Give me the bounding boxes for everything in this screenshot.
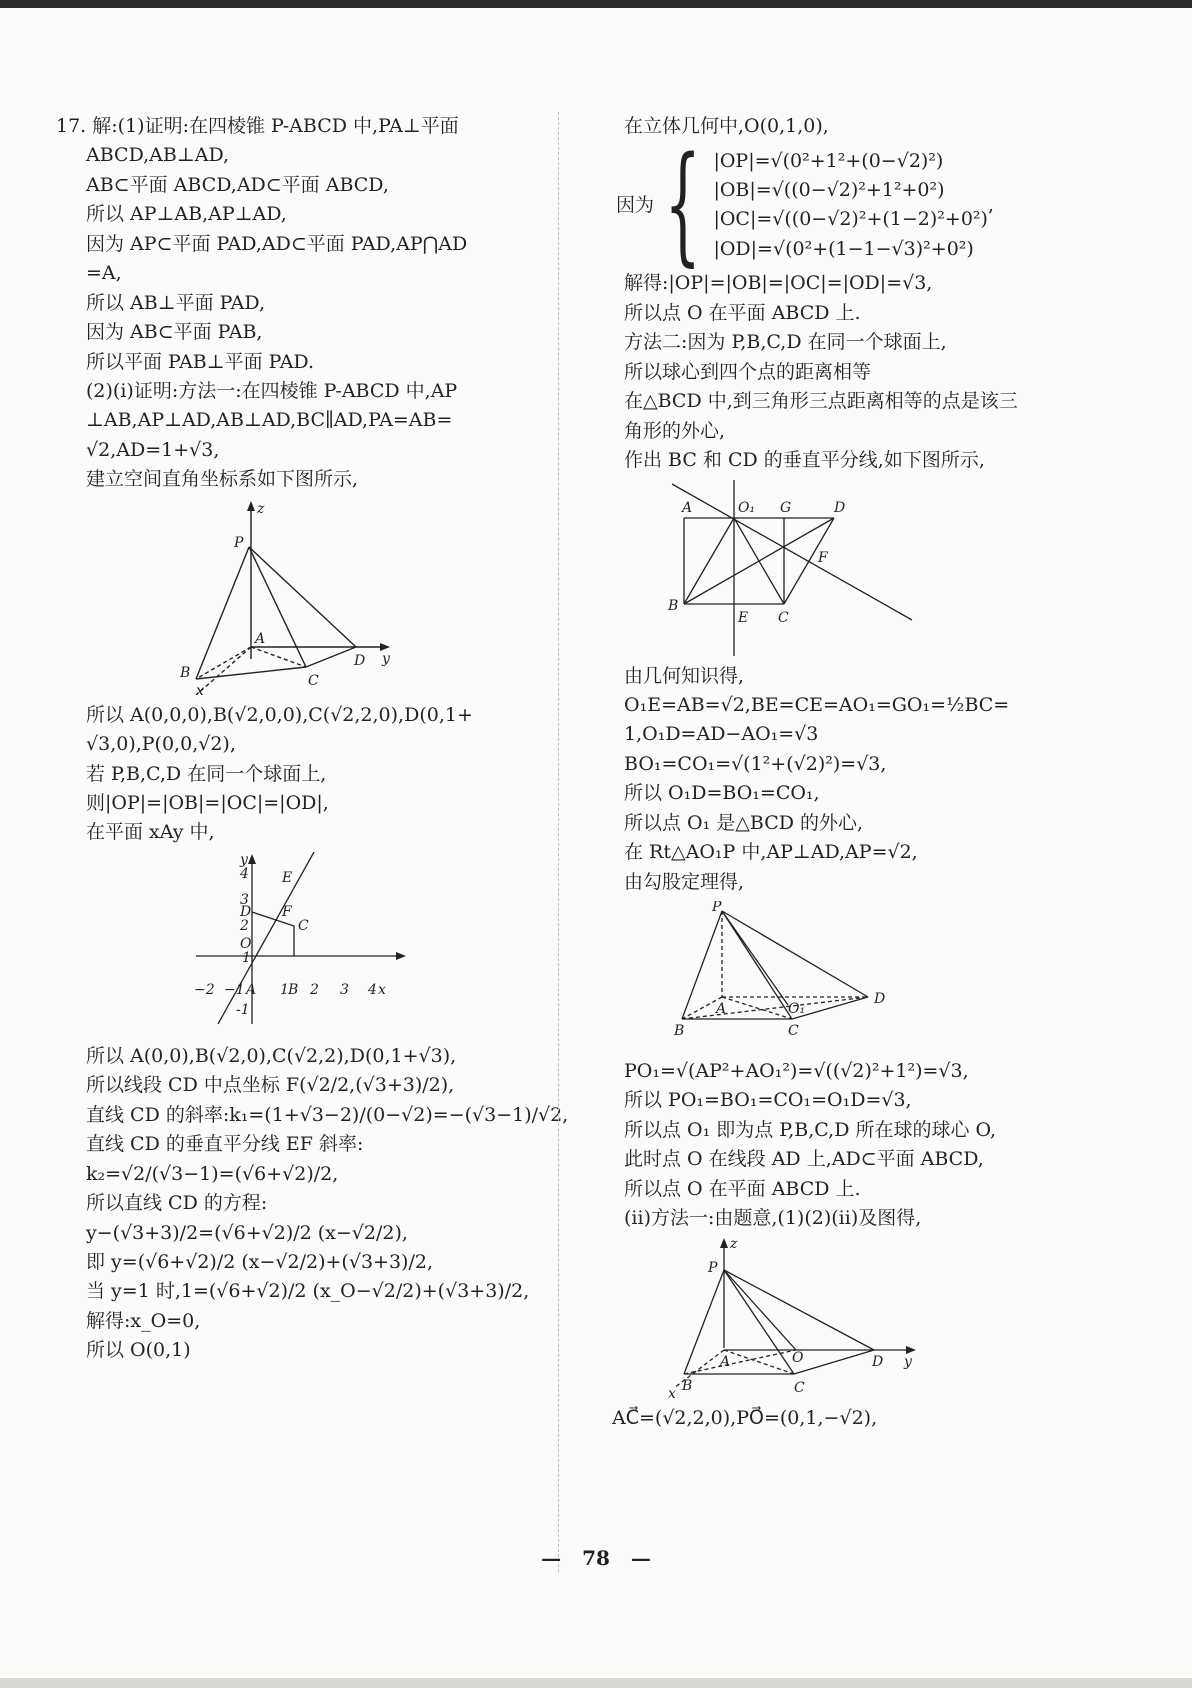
solution-line: (ⅱ)方法一:由题意,(1)(2)(ⅱ)及图得, [624,1207,922,1230]
solution-line: 即 y=(√6+√2)/2 (x−√2/2)+(√3+3)/2, [86,1250,433,1273]
solution-line: 直线 CD 的垂直平分线 EF 斜率: [86,1133,364,1156]
solution-line: 所以 AP⊥AB,AP⊥AD, [86,203,287,226]
solution-line: BO₁=CO₁=√(1²+(√2)²)=√3, [624,752,887,775]
perpendicular-bisector-figure [612,480,1092,656]
fig1-label: z [257,500,265,517]
fig2-tick: 2 [240,917,249,934]
brace-label: 因为 [616,193,655,216]
bottom-edge [0,1678,1192,1688]
fig2-tick: 4 [368,981,377,998]
solution-line: 在△BCD 中,到三角形三点距离相等的点是该三 [624,390,1018,413]
page-number-row [0,1546,1192,1570]
fig4-label: P [712,901,722,915]
page-number: 78 [582,1546,610,1570]
fig5-label: A [720,1353,731,1370]
fig2-label: D [240,903,252,920]
pyramid-figure-1 [56,499,550,695]
fig1-label: C [308,672,319,689]
solution-line: 建立空间直角坐标系如下图所示, [86,468,359,491]
solution-line: 所以 PO₁=BO₁=CO₁=O₁D=√3, [624,1089,912,1112]
solution-line: 若 P,B,C,D 在同一个球面上, [86,762,327,785]
solution-line: 解得:x_O=0, [86,1309,201,1332]
fig2-label: F [282,903,292,920]
fig2-tick: −1 [224,981,245,998]
solution-line: 17. 解:(1)证明:在四棱锥 P-ABCD 中,PA⊥平面 [56,115,459,137]
fig5-label: y [904,1353,912,1370]
fig1-label: D [354,652,366,669]
solution-line: 所以 A(0,0),B(√2,0),C(√2,2),D(0,1+√3), [86,1044,457,1067]
solution-line: 所以线段 CD 中点坐标 F(√2/2,(√3+3)/2), [86,1074,455,1097]
solution-line: (2)(ⅰ)证明:方法一:在四棱锥 P-ABCD 中,AP [86,379,458,402]
solution-line: 由勾股定理得, [624,870,745,893]
curly-brace-icon: { [664,130,702,280]
fig4-label: D [874,991,886,1007]
coordinate-plane-figure [56,852,550,1036]
distance-system [612,130,1092,280]
solution-line: 方法二:因为 P,B,C,D 在同一个球面上, [624,331,947,354]
solution-line: 角形的外心, [624,419,726,442]
fig1-label: x [196,682,204,695]
fig2-label: x [378,981,386,998]
fig2-tick: 1 [242,949,251,966]
fig1-label: P [234,534,244,551]
solution-line: 直线 CD 的斜率:k₁=(1+√3−2)/(0−√2)=−(√3−1)/√2, [86,1103,569,1126]
solution-line: 此时点 O 在线段 AD 上,AD⊂平面 ABCD, [624,1148,984,1171]
fig5-label: x [668,1385,676,1398]
solution-line: ABCD,AB⊥AD, [86,144,230,167]
fig2-tick: 1 [280,981,289,998]
fig2-tick: 3 [240,891,249,908]
solution-line: √2,AD=1+√3, [86,438,220,461]
fig4-label: O₁ [788,1001,806,1017]
solution-line: 所以平面 PAB⊥平面 PAD. [86,350,315,373]
top-edge [0,0,1192,8]
solution-line: O₁E=AB=√2,BE=CE=AO₁=GO₁=½BC= [624,693,1010,716]
fig2-label: C [298,917,309,934]
fig5-label: O [792,1349,804,1366]
fig1-label: B [180,664,191,681]
pyramid-figure-3 [612,1238,1092,1398]
solution-line: 则|OP|=|OB|=|OC|=|OD|, [86,792,329,814]
fig2-tick: 2 [310,981,319,998]
solution-line: 所以点 O 在平面 ABCD 上. [624,1177,861,1200]
fig3-label: E [738,609,749,626]
page-dash: — [630,1546,651,1570]
fig2-label: B [288,981,299,998]
page-dash: — [541,1546,562,1570]
pyramid-figure-2 [612,901,1092,1051]
solution-line: 解得:|OP|=|OB|=|OC|=|OD|=√3, [624,272,933,295]
fig3-label: D [834,499,846,516]
solution-line: 所以 AB⊥平面 PAD, [86,291,265,314]
fig5-label: C [794,1379,805,1396]
solution-line: AC⃗=(√2,2,0),PO⃗=(0,1,−√2), [612,1406,878,1429]
solution-line: 作出 BC 和 CD 的垂直平分线,如下图所示, [624,449,985,472]
fig3-label: B [668,597,679,614]
solution-line: k₂=√2/(√3−1)=(√6+√2)/2, [86,1162,339,1185]
solution-line: 所以点 O₁ 是△BCD 的外心, [624,811,864,834]
solution-line: 所以 O₁D=BO₁=CO₁, [624,782,820,805]
fig4-label: B [674,1023,685,1039]
fig3-label: C [778,609,789,626]
system-item: |OC|=√((0−√2)²+(1−2)²+0²) [713,208,988,231]
solution-line: =A, [86,262,122,285]
fig5-label: D [872,1353,884,1370]
solution-line: AB⊂平面 ABCD,AD⊂平面 ABCD, [86,173,389,196]
fig4-label: A [716,1001,727,1017]
fig5-label: z [730,1237,738,1252]
fig4-label: C [788,1023,799,1039]
solution-line: y−(√3+3)/2=(√6+√2)/2 (x−√2/2), [86,1221,408,1244]
solution-line: 所以点 O 在平面 ABCD 上. [624,301,861,324]
column-divider [558,112,559,1572]
right-column [612,112,1092,1433]
fig3-label: F [818,549,828,566]
fig2-tick: 3 [340,981,349,998]
system-item: |OD|=√(0²+(1−1−√3)²+0²) [713,237,974,260]
solution-line: 因为 AP⊂平面 PAD,AD⊂平面 PAD,AP⋂AD [86,232,468,255]
fig1-label: y [382,650,390,667]
fig2-tick: −2 [194,981,215,998]
fig2-tick: 4 [240,865,249,882]
solution-line: 所以 A(0,0,0),B(√2,0,0),C(√2,2,0),D(0,1+ [86,703,473,726]
solution-line: 在 Rt△AO₁P 中,AP⊥AD,AP=√2, [624,841,918,864]
fig3-label: A [682,499,693,516]
system-tail: , [987,193,994,216]
fig3-label: G [780,499,792,516]
system-item: |OP|=√(0²+1²+(0−√2)²) [713,149,944,172]
solution-line: 在平面 xAy 中, [86,821,215,844]
solution-line: 所以点 O₁ 即为点 P,B,C,D 所在球的球心 O, [624,1118,997,1141]
fig2-label: y [240,851,248,868]
fig5-label: B [682,1377,693,1394]
left-column [56,112,569,1366]
fig2-label: A [246,981,257,998]
solution-line: ⊥AB,AP⊥AD,AB⊥AD,BC∥AD,PA=AB= [86,409,453,432]
fig3-label: O₁ [738,499,756,516]
fig2-label: O [240,935,252,952]
solution-line: 由几何知识得, [624,664,745,687]
solution-line: 所以球心到四个点的距离相等 [624,360,872,383]
solution-line: PO₁=√(AP²+AO₁²)=√((√2)²+1²)=√3, [624,1060,969,1082]
fig1-label: A [255,630,266,647]
solution-line: √3,0),P(0,0,√2), [86,733,236,756]
solution-line: 所以 O(0,1) [86,1339,191,1362]
fig2-label: E [282,869,293,886]
fig2-tick: -1 [236,1001,250,1018]
fig5-label: P [708,1259,718,1276]
solution-line: 当 y=1 时,1=(√6+√2)/2 (x_O−√2/2)+(√3+3)/2, [86,1280,530,1303]
solution-line: 在立体几何中,O(0,1,0), [624,115,829,137]
solution-line: 所以直线 CD 的方程: [86,1192,268,1215]
system-item: |OB|=√((0−√2)²+1²+0²) [713,179,945,201]
solution-line: 1,O₁D=AD−AO₁=√3 [624,723,819,746]
solution-line: 因为 AB⊂平面 PAB, [86,321,263,344]
